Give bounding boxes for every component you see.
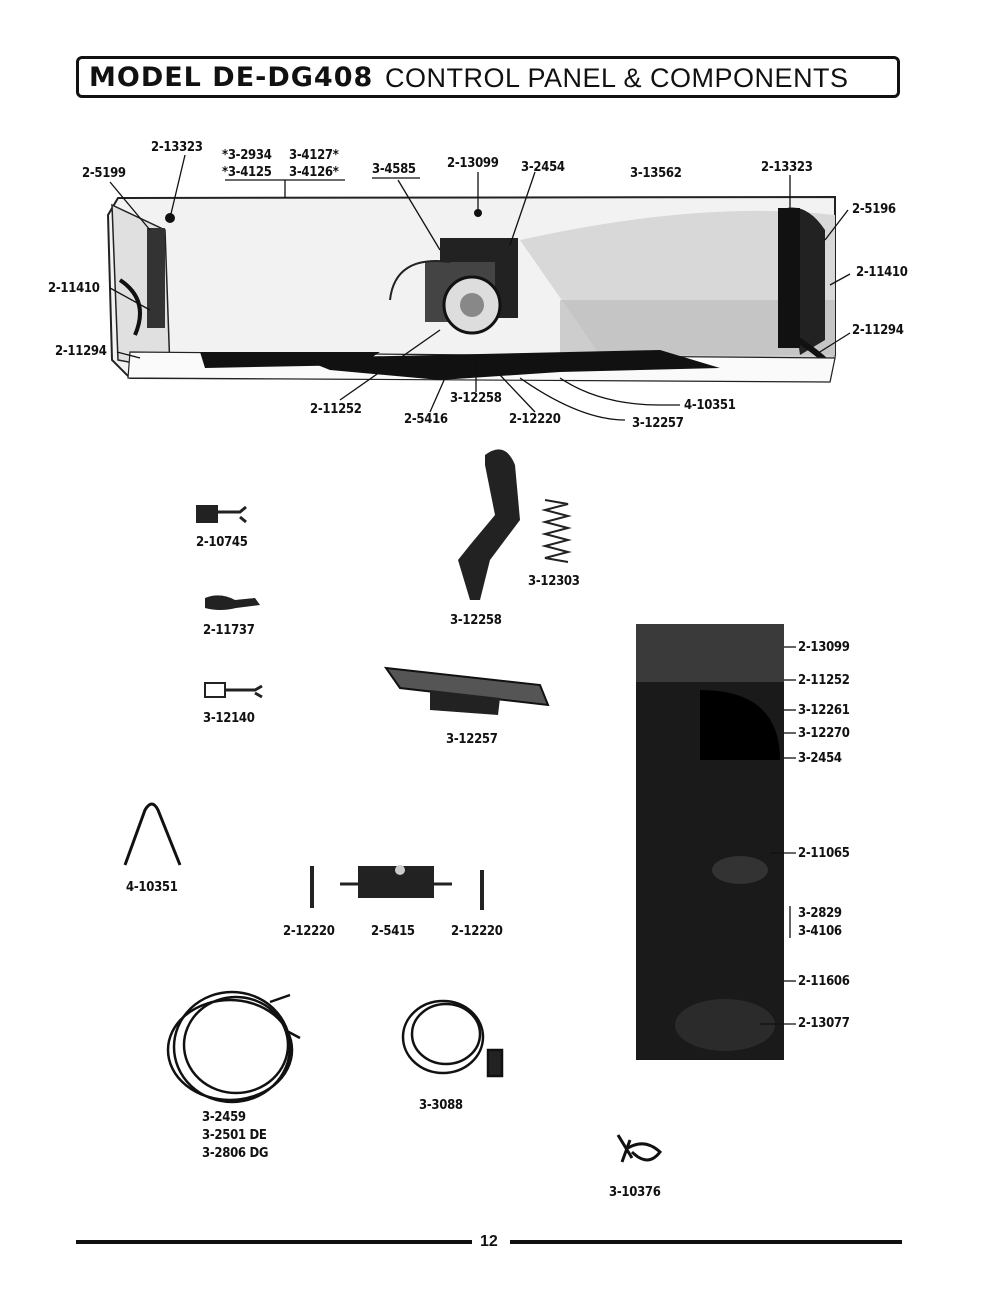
callout-2-11410-left: 2-11410 [48, 281, 100, 296]
part-label-2-12220-left: 2-12220 [283, 924, 335, 939]
callout-2-13323-top: 2-13323 [151, 140, 203, 155]
callout-3-13562: 3-13562 [630, 166, 682, 181]
part-label-2-11737: 2-11737 [203, 623, 255, 638]
part-label-3-12257: 3-12257 [446, 732, 498, 747]
timer-callout-2-11065: 2-11065 [798, 846, 850, 861]
part-label-2-12220-right: 2-12220 [451, 924, 503, 939]
timer-callout-2-13099: 2-13099 [798, 640, 850, 655]
part-label-3-2501: 3-2501 DE [202, 1128, 267, 1143]
callout-2-5196: 2-5196 [852, 202, 896, 217]
callout-2-11252: 2-11252 [310, 402, 362, 417]
timer-callout-3-2829: 3-2829 [798, 906, 842, 921]
timer-callout-2-11606: 2-11606 [798, 974, 850, 989]
part-3-3088-harness [403, 1001, 502, 1076]
part-label-3-10376: 3-10376 [609, 1185, 661, 1200]
part-3-12257-illustration [386, 668, 548, 715]
timer-callout-3-12270: 3-12270 [798, 726, 850, 741]
control-panel-illustration [108, 197, 835, 382]
timer-callout-2-13077: 2-13077 [798, 1016, 850, 1031]
timer-callout-2-11252: 2-11252 [798, 673, 850, 688]
callout-2-13099: 2-13099 [447, 156, 499, 171]
footer-rule-right [510, 1240, 902, 1244]
callout-2-11294-left: 2-11294 [55, 344, 107, 359]
callout-3-4585: 3-4585 [372, 162, 416, 177]
callout-2-11294-right: 2-11294 [852, 323, 904, 338]
part-2-10745-illustration [196, 505, 246, 523]
callout-3-2934: *3-2934 [222, 148, 272, 163]
callout-2-13323-right: 2-13323 [761, 160, 813, 175]
part-label-3-2459: 3-2459 [202, 1110, 246, 1125]
model-label: MODEL DE-DG408 [89, 62, 374, 93]
part-3-10376-illustration [618, 1135, 660, 1162]
timer-callout-3-2454: 3-2454 [798, 751, 842, 766]
part-4-10351-illustration [125, 804, 180, 865]
part-label-2-5415: 2-5415 [371, 924, 415, 939]
part-label-4-10351: 4-10351 [126, 880, 178, 895]
footer-rule-left [76, 1240, 472, 1244]
part-label-3-12303: 3-12303 [528, 574, 580, 589]
part-3-12258-illustration [458, 449, 520, 600]
callout-2-5199: 2-5199 [82, 166, 126, 181]
callout-3-2454: 3-2454 [521, 160, 565, 175]
callout-2-11410-right: 2-11410 [856, 265, 908, 280]
callout-3-4127: 3-4127* [289, 148, 339, 163]
part-3-12303-illustration [545, 500, 568, 562]
callout-2-5416: 2-5416 [404, 412, 448, 427]
callout-4-10351: 4-10351 [684, 398, 736, 413]
callout-2-12220: 2-12220 [509, 412, 561, 427]
timer-callout-3-4106: 3-4106 [798, 924, 842, 939]
part-2-5415-illustration [340, 865, 452, 898]
part-label-3-2806: 3-2806 DG [202, 1146, 269, 1161]
callout-3-12257: 3-12257 [632, 416, 684, 431]
part-label-3-12258: 3-12258 [450, 613, 502, 628]
page-number: 12 [480, 1233, 498, 1250]
part-label-3-3088: 3-3088 [419, 1098, 463, 1113]
part-3-12140-illustration [205, 683, 262, 697]
part-2-11737-illustration [205, 595, 260, 610]
part-label-2-10745: 2-10745 [196, 535, 248, 550]
page-title: CONTROL PANEL & COMPONENTS [385, 63, 849, 93]
part-3-2459-harness [168, 992, 300, 1102]
callout-3-4125: *3-4125 [222, 165, 272, 180]
callout-3-4126: 3-4126* [289, 165, 339, 180]
timer-callout-3-12261: 3-12261 [798, 703, 850, 718]
part-label-3-12140: 3-12140 [203, 711, 255, 726]
callout-3-12258: 3-12258 [450, 391, 502, 406]
timer-photo-illustration [636, 624, 784, 1060]
